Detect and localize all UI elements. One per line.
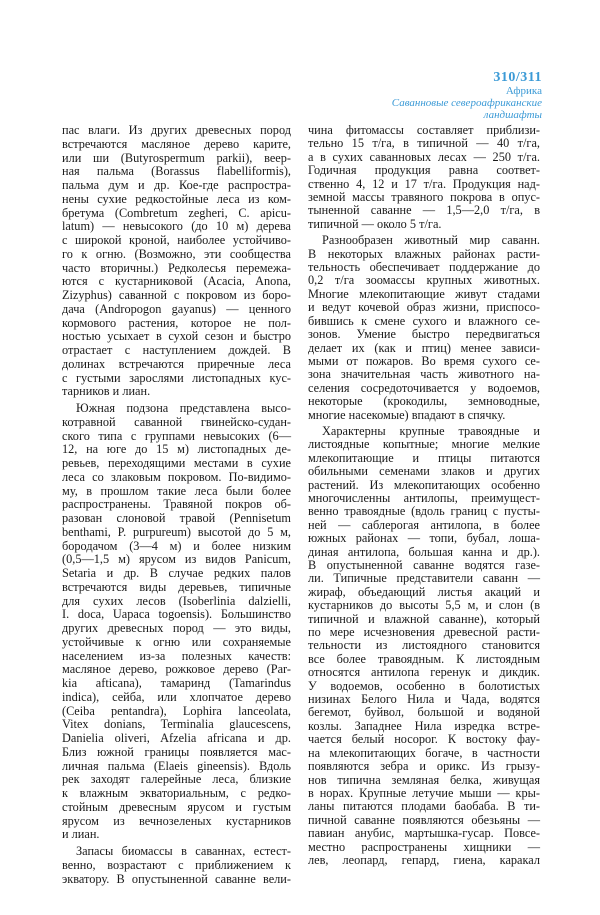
page-numbers: 310/311 xyxy=(493,70,542,85)
text-line: ярусом из вечнозеленых кустарников xyxy=(62,813,291,828)
text-line: чина фитомассы составляет приблизи- xyxy=(308,123,540,137)
text-line: многие насекомые) впадают в спячку. xyxy=(308,407,506,422)
text-line: с широкой кроной, наиболее устойчиво- xyxy=(62,233,291,247)
text-line: некоторые (крокодилы, земноводные, xyxy=(308,394,540,409)
text-line: ней — саблерогая антилопа, в более xyxy=(308,517,540,532)
text-line: низинах Белого Нила и Чада, водятся xyxy=(308,692,540,707)
text-line: Характерны крупные травоядные и xyxy=(322,423,540,438)
paragraph xyxy=(62,124,291,399)
text-line: устойчивые к огню или сохраняемые xyxy=(62,634,291,649)
text-line: южных районах — топи, бубал, лоша- xyxy=(308,531,540,546)
text-line: бородачом (3—4 м) и более низким xyxy=(62,538,291,553)
text-line: и ведут кочевой образ жизни, приспосо- xyxy=(308,300,540,315)
text-line: дача (Andropogon gayanus) — ценного xyxy=(62,301,291,316)
text-line: тыненной саванне — 1,5—2,0 т/га, в xyxy=(308,203,540,218)
text-column-right xyxy=(308,124,540,870)
text-line: многочисленны антилопы, преимущест- xyxy=(308,490,540,505)
text-line: В некоторых влажных районах расти- xyxy=(308,246,540,261)
text-line: 0,2 т/га зоомассы крупных животных. xyxy=(308,273,540,288)
text-line: распространены. Травяной покров об- xyxy=(62,497,291,512)
text-line: павиан анубис, мартышка-гусар. Повсе- xyxy=(308,826,540,841)
text-line: бретума (Combretum zegheri, C. apicu- xyxy=(62,205,291,220)
text-line: встречаются виды деревьев, типичные xyxy=(62,579,291,594)
text-line: земной массы травяного покрова в опус- xyxy=(308,190,540,205)
text-line: рек заходят галерейные леса, близкие xyxy=(62,772,291,787)
text-line: леса со злаковым покровом. По-видимо- xyxy=(62,469,291,484)
text-line: Setaria и др. В случае редких палов xyxy=(62,566,291,580)
text-line: обильными семенами злаков и других xyxy=(308,464,540,479)
text-line: экватору. В опустыненной саванне вели- xyxy=(62,871,291,886)
text-line: Zizyphus) саванной с покровом из боро- xyxy=(62,288,291,302)
text-line: кормового растения, которое не пол- xyxy=(62,315,291,330)
text-line: местно распространены хищники — xyxy=(308,839,540,854)
text-line: Запасы биомассы в саваннах, естест- xyxy=(76,844,291,858)
text-line: чается белый носорог. К востоку фау- xyxy=(308,732,540,747)
text-line: (0,5—1,5 м) ярусом из видов Panicum, xyxy=(62,552,291,567)
text-line: бегемот, буйвол, большой и водяной xyxy=(308,705,540,720)
paragraph xyxy=(308,234,540,422)
text-line: У водоемов, особенно в болотистых xyxy=(308,678,540,693)
text-line: зонов. Умение быстро передвигаться xyxy=(308,327,540,342)
text-line: ланы питаются плодами баобаба. В ти- xyxy=(308,799,540,814)
text-line: листоядные копытные; многие мелкие xyxy=(308,437,540,452)
text-line: ли. Типичные представители саванн — xyxy=(308,571,540,586)
text-line: типичной — около 5 т/га. xyxy=(308,216,442,231)
text-line: а в сухих саванновых лесах — 250 т/га. xyxy=(308,149,540,164)
text-line: 12, на юге до 15 м) листопадных де- xyxy=(62,442,291,457)
section-title: Африка xyxy=(505,85,542,97)
text-line: на млекопитающих богаче, в частности xyxy=(308,745,540,760)
text-line: пас влаги. Из других древесных пород xyxy=(62,123,291,137)
text-line: Многие млекопитающие живут стадами xyxy=(308,286,540,301)
text-line: го к огню. (Возможно, эти сообщества xyxy=(62,246,291,261)
text-line: жираф, объедающий листья акаций и xyxy=(308,584,540,599)
paragraph xyxy=(308,124,540,231)
text-line: тарников и лиан. xyxy=(62,384,151,399)
text-line: млекопитающие и птицы питаются xyxy=(308,450,540,465)
text-line: долинах встречаются приречные леса xyxy=(62,356,291,371)
text-line: масляное дерево, рожковое дерево (Par- xyxy=(62,662,291,677)
text-line: Vitex donians, Terminalia glaucescens, xyxy=(62,717,291,732)
text-line: benthami, P. purpureum) высотой до 5 м, xyxy=(62,524,291,539)
text-line: I. doca, Uapaca togoensis). Большинство xyxy=(62,607,291,622)
text-line: стойным древесным ярусом и густым xyxy=(62,799,291,814)
text-line: делает их (как и птиц) менее зависи- xyxy=(308,340,540,355)
text-line: растений. Из млекопитающих особенно xyxy=(308,477,540,492)
paragraph xyxy=(62,402,291,842)
text-line: нены сухие редкостойные леса из ком- xyxy=(62,191,291,206)
text-line: котравной саванной гвинейско-судан- xyxy=(62,414,291,429)
text-line: населением из-за полезных качеств: xyxy=(62,648,291,663)
text-line: разован слоновой травой (Pennisetum xyxy=(62,511,291,525)
text-line: личная пальма (Elaeis gineensis). Вдоль xyxy=(62,758,291,773)
text-line: ского типа с группами невысоких (6— xyxy=(62,428,291,443)
text-line: Разнообразен животный мир саванн. xyxy=(322,233,540,248)
text-line: тельность обеспечивает поддержание до xyxy=(308,260,540,275)
text-line: типичной и влажной саванне), который xyxy=(308,611,540,626)
text-line: kia afticana), тамаринд (Tamarindus xyxy=(62,676,291,690)
text-column-left xyxy=(62,124,291,889)
text-line: относятся антилопа геренук и дикдик. xyxy=(308,665,540,680)
text-line: ревьев, переходящими местами в сухие xyxy=(62,456,291,470)
text-line: бившись к смене сухого и влажного се- xyxy=(308,313,540,328)
text-line: отрастает с наступлением дождей. В xyxy=(62,343,291,357)
paragraph xyxy=(308,425,540,867)
running-header xyxy=(342,70,542,121)
text-line: пальма дум и др. Кое-где распростра- xyxy=(62,178,291,192)
text-line: пичной саванне появляются обезьяны — xyxy=(308,812,540,827)
text-line: диная антилопа, большая канна и др.). xyxy=(308,544,540,559)
text-line: венно травоядные (вдоль границ с пусты- xyxy=(308,504,540,519)
text-line: встречаются масляное дерево карите, xyxy=(62,136,291,151)
text-line: Годичная продукция равна соответ- xyxy=(308,163,540,178)
text-line: мыми от пожаров. Во время сухого се- xyxy=(308,353,540,368)
subsection-title: Саванновые североафриканские ландшафты xyxy=(391,97,542,121)
text-line: и лиан. xyxy=(62,827,100,842)
text-line: В опустыненной саванне водятся газе- xyxy=(308,558,540,572)
text-line: для сухих лесов (Isoberlinia dalzielli, xyxy=(62,593,291,608)
text-line: ностью усыхает в сухой сезон и быстро xyxy=(62,329,291,344)
text-line: ются с кустарниковой (Acacia, Anona, xyxy=(62,274,291,289)
text-line: к влажным экваториальным, с редко- xyxy=(62,786,291,800)
text-line: или ши (Butyrospermum parkii), веер- xyxy=(62,150,291,165)
text-line: indica), сейба, или хлопчатое дерево xyxy=(62,689,291,704)
text-line: му, в прошлом такие леса были более xyxy=(62,483,291,498)
text-line: зона значительная часть животного на- xyxy=(308,367,540,382)
text-line: других древесных пород — это виды, xyxy=(62,621,291,635)
text-line: венно, возрастают с приближением к xyxy=(62,857,291,872)
text-line: (Ceiba pentandra), Lophira lanceolata, xyxy=(62,703,291,718)
text-line: нов типична земляная белка, живущая xyxy=(308,772,540,787)
text-line: часто вторичны.) Редколесья перемежа- xyxy=(62,260,291,275)
text-line: ная пальма (Borassus flabelliformis), xyxy=(62,164,291,179)
text-line: с густыми зарослями листопадных кус- xyxy=(62,370,291,385)
text-line: лев, леопард, гепард, гиена, каракал xyxy=(308,852,540,867)
text-line: тельности из листоядного становится xyxy=(308,638,540,653)
paragraph xyxy=(62,845,291,886)
text-line: появляются зебра и орикс. Из грызу- xyxy=(308,759,540,774)
text-line: latum) — невысокого (до 10 м) дерева xyxy=(62,219,291,234)
text-line: тельно 15 т/га, в типичной — 40 т/га, xyxy=(308,136,540,151)
text-line: Южная подзона представлена высо- xyxy=(76,401,291,415)
text-line: козлы. Западнее Нила изредка встре- xyxy=(308,718,540,733)
text-line: ственно 4, 12 и 17 т/га. Продукция над- xyxy=(308,176,540,191)
text-line: Danielia oliveri, Afzelia africana и др. xyxy=(62,731,291,745)
text-line: кустарников до высоты 5,5 м, и слон (в xyxy=(308,598,540,613)
text-line: Близ южной границы появляется мас- xyxy=(62,744,291,759)
text-line: в норах. Крупные летучие мыши — кры- xyxy=(308,785,540,800)
text-line: селения сосредоточивается у водоемов, xyxy=(308,380,540,395)
text-line: все более травоядным. К листоядным xyxy=(308,651,540,666)
text-line: по мере исчезновения древесной расти- xyxy=(308,625,540,640)
